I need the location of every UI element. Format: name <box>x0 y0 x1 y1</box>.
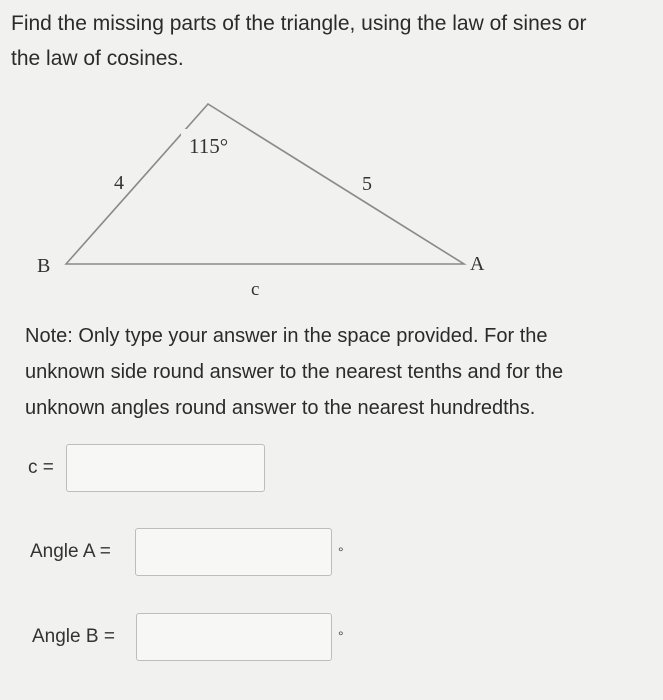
angle-a-degree-symbol: ° <box>338 544 344 560</box>
angle-b-row <box>32 613 332 661</box>
vertex-b-label: B <box>37 255 51 277</box>
angle-a-row <box>30 528 332 576</box>
triangle-shape <box>66 104 464 264</box>
angle-a-field-label: Angle A = <box>30 541 111 562</box>
side-c-input[interactable] <box>66 444 265 492</box>
triangle-diagram <box>0 0 663 310</box>
note-line-3: unknown angles round answer to the nearest hundredths. <box>25 397 536 419</box>
side-c-field-label: c = <box>28 457 54 478</box>
angle-b-field-label: Angle B = <box>32 626 115 647</box>
angle-b-input[interactable] <box>136 613 332 661</box>
question-line-2: the law of cosines. <box>11 47 184 70</box>
instructions-note <box>25 318 661 426</box>
note-line-1: Note: Only type your answer in the space provided. For the <box>25 325 548 347</box>
side-ba-label: 4 <box>114 172 124 194</box>
angle-label: 115° <box>189 134 229 158</box>
vertex-a-label: A <box>470 253 485 275</box>
question-line-1: Find the missing parts of the triangle, using the law of sines or <box>11 12 587 35</box>
side-c-label: c <box>251 279 260 300</box>
note-line-2: unknown side round answer to the nearest tenths and for the <box>25 361 564 383</box>
side-ca-label: 5 <box>362 173 372 195</box>
side-c-row <box>28 444 265 492</box>
angle-b-degree-symbol: ° <box>338 628 344 644</box>
angle-a-input[interactable] <box>135 528 332 576</box>
